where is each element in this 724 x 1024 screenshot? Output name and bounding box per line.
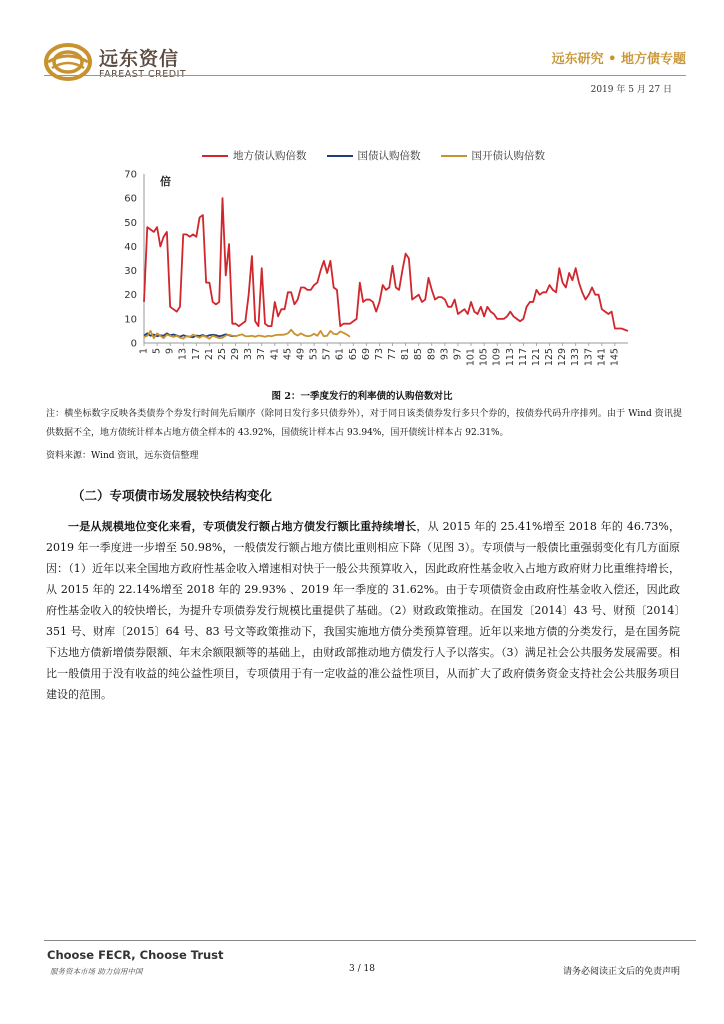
y-tick-label: 50 [124, 217, 137, 229]
y-tick-label: 10 [124, 314, 137, 326]
x-tick-label: 105 [478, 348, 490, 367]
x-tick-label: 45 [282, 348, 294, 361]
y-tick-label: 0 [130, 338, 137, 350]
figure-note: 注：横坐标数字反映各类债券个券发行时间先后顺序（除同日发行多只债券外），对于同日该类债券发行多只个券的，按债券代码升序排列。由于 Wind 资讯提供数据不全，地方债统计样本占地方债全样本的 43.92%，国债统计样本占 93.94%，国开债统计样本占 92.31%。 [46, 409, 682, 438]
y-tick-label: 20 [124, 290, 137, 302]
figure-source: 资料来源：Wind 资讯，远东资信整理 [46, 451, 199, 461]
x-tick-label: 77 [387, 348, 399, 361]
legend-swatch [202, 155, 228, 157]
header-title: 远东研究 • 地方债专题 [551, 52, 686, 67]
x-tick-label: 21 [203, 348, 215, 361]
x-tick-label: 117 [517, 348, 529, 367]
x-tick-label: 61 [334, 348, 346, 361]
x-tick-label: 73 [373, 348, 385, 361]
x-tick-label: 93 [439, 348, 451, 361]
x-tick-label: 9 [164, 348, 176, 355]
x-tick-label: 129 [557, 348, 569, 367]
x-tick-label: 57 [321, 348, 333, 361]
x-tick-label: 69 [360, 348, 372, 361]
x-tick-label: 53 [308, 348, 320, 361]
x-tick-label: 17 [190, 348, 202, 361]
report-date: 2019 年 5 月 27 日 [590, 85, 672, 95]
x-tick-label: 25 [216, 348, 228, 361]
legend-label: 地方债认购倍数 [233, 150, 307, 162]
legend-swatch [441, 155, 467, 157]
footer-divider [44, 940, 696, 941]
x-tick-label: 101 [465, 348, 477, 367]
logo-text-en: FAREAST CREDIT [99, 69, 187, 80]
x-tick-label: 1 [138, 348, 150, 355]
y-axis-label: 倍 [160, 175, 171, 188]
x-tick-label: 33 [243, 348, 255, 361]
legend-label: 国债认购倍数 [357, 150, 421, 162]
x-tick-label: 125 [544, 348, 556, 367]
legend-label: 国开债认购倍数 [471, 150, 545, 162]
footer-brand: Choose FECR, Choose Trust [47, 948, 224, 962]
y-tick-label: 40 [124, 241, 137, 253]
subscription-multiple-chart [110, 160, 630, 385]
paragraph-body: ，从 2015 年的 25.41%增至 2018 年的 46.73%，2019 年一季度进一步增至 50.98%，一般债发行额占地方债比重则相应下降（见图 3）。专项债与一般债比重强弱变化有几方面原因：（1）近年以来全国地方政府性基金收入增速相对快于一般公共预算收入，因此政府性基金收入占地方政府财力比重维持增长，从 2015 年的 22.14%增至 2018 年的 29.93% 、2019 年一季度的 31.62%。由于专项债资金由政府性基金收入偿还，因此政府性基金收入的较快增长，为提升专项债券发行规模比重提供了基础。（2）财政政策推动。在国发〔2014〕43 号、财预〔2014〕351 号、财库〔2015〕64 号、83 号文等政策推动下，我国实施地方债分类预算管理。近年以来地方债的分类发行，是在国务院下达地方债新增债券限额、年末余额限额等的基础上，由财政部推动地方债发行人予以落实。（3）满足社会公共服务发展需要。相比一般债用于没有收益的纯公益性项目，专项债用于有一定收益的准公益性项目，从而扩大了政府债务资金支持社会公共服务项目建设的范围。 [46, 520, 681, 701]
x-tick-label: 113 [504, 348, 516, 367]
page-number: 3 / 18 [349, 964, 375, 974]
figure-caption: 图 2：一季度发行的利率债的认购倍数对比 [271, 391, 453, 402]
section-heading: （二）专项债市场发展较快结构变化 [72, 488, 273, 503]
x-tick-label: 141 [596, 348, 608, 367]
x-tick-label: 81 [400, 348, 412, 361]
series-line-1 [144, 198, 628, 331]
header-divider [44, 75, 686, 76]
x-tick-label: 49 [295, 348, 307, 361]
x-tick-label: 41 [269, 348, 281, 361]
footer-disclaimer: 请务必阅读正文后的免责声明 [562, 967, 680, 977]
x-tick-label: 97 [452, 348, 464, 361]
x-tick-label: 65 [347, 348, 359, 361]
company-logo [44, 42, 204, 82]
x-tick-label: 29 [230, 348, 242, 361]
x-tick-label: 121 [530, 348, 542, 367]
footer-slogan: 服务资本市场 助力信用中国 [50, 967, 143, 976]
logo-mark-icon [44, 42, 94, 82]
x-tick-label: 13 [177, 348, 189, 361]
x-tick-label: 137 [583, 348, 595, 367]
x-tick-label: 133 [570, 348, 582, 367]
y-tick-label: 70 [124, 169, 137, 181]
x-tick-label: 37 [256, 348, 268, 361]
legend-swatch [327, 155, 353, 157]
x-tick-label: 145 [609, 348, 621, 367]
paragraph-lead: 一是从规模地位变化来看，专项债发行额占地方债发行额比重持续增长 [68, 520, 417, 533]
logo-text-cn: 远东资信 [99, 48, 180, 70]
x-tick-label: 89 [426, 348, 438, 361]
y-tick-label: 30 [124, 266, 137, 278]
x-tick-label: 85 [413, 348, 425, 361]
x-tick-label: 109 [491, 348, 503, 367]
x-tick-label: 5 [151, 348, 163, 355]
body-paragraph [46, 516, 680, 705]
y-tick-label: 60 [124, 193, 137, 205]
